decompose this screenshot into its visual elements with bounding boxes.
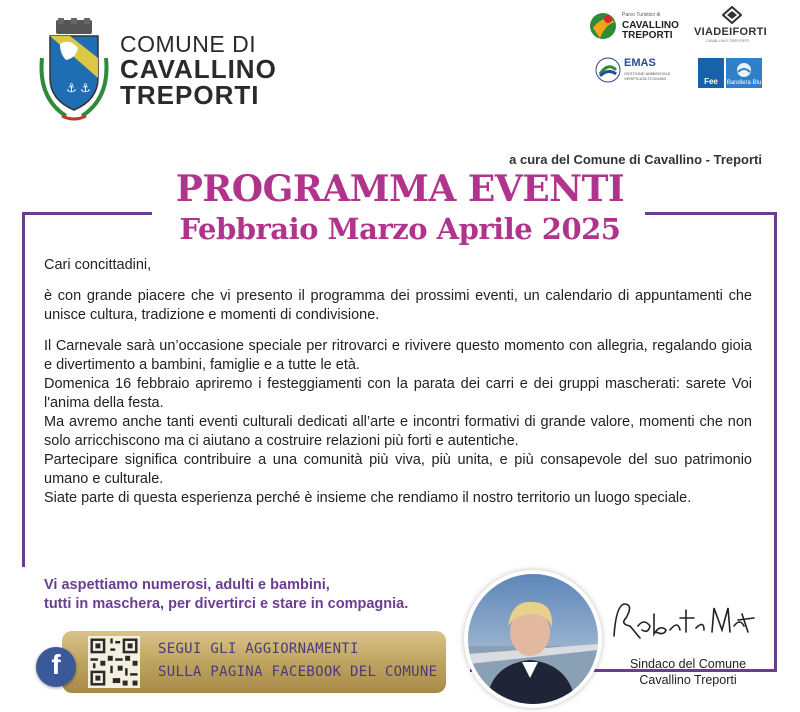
parco-small-text: Parco Turistico di bbox=[622, 12, 661, 18]
parco-line-2: TREPORTI bbox=[622, 30, 673, 41]
comune-line-3: TREPORTI bbox=[120, 80, 260, 110]
a-cura-credit: a cura del Comune di Cavallino - Treporti bbox=[509, 152, 762, 167]
mayor-signature bbox=[608, 596, 758, 648]
frame-right-line bbox=[774, 212, 777, 672]
page-title: PROGRAMMA EVENTI bbox=[175, 168, 625, 210]
svg-text:⚓: ⚓ bbox=[66, 81, 77, 95]
bandiera-blu-logo bbox=[726, 58, 762, 88]
letter-paragraph-5: Partecipare significa contribuire a una comunità più viva, più unita, e più consapevole del suo patrimonio umano e culturale. bbox=[44, 452, 752, 487]
letter-paragraph-2: Il Carnevale sarà un’occasione speciale per ritrovarci e rivivere questo momento con allegria, regalando gioia e divertimento a bambini, famiglie e a tutte le età. bbox=[44, 338, 752, 373]
facebook-cta-line-2: SULLA PAGINA FACEBOOK DEL COMUNE bbox=[158, 664, 438, 680]
qr-code-icon[interactable] bbox=[88, 636, 140, 688]
comune-line-1: COMUNE DI bbox=[120, 31, 257, 57]
mayor-letter bbox=[44, 256, 752, 508]
mayor-title bbox=[608, 656, 768, 688]
emas-subtext: GESTIONE AMBIENTALE VERIFICATA IT-001083 bbox=[624, 71, 671, 81]
facebook-icon[interactable] bbox=[36, 647, 76, 687]
invitation-text bbox=[44, 576, 474, 614]
page-subtitle: Febbraio Marzo Aprile 2025 bbox=[179, 212, 621, 246]
mayor-role-line-1: Sindaco del Comune bbox=[629, 657, 747, 671]
letter-paragraph-1: è con grande piacere che vi presento il programma dei prossimi eventi, un calendario di appuntamenti che unisce cultura, tradizione e momenti di condivisione. bbox=[44, 288, 752, 323]
forti-icon bbox=[722, 6, 742, 24]
mayor-role-line-2: Cavallino Treporti bbox=[639, 673, 737, 687]
parco-turistico-logo bbox=[588, 8, 688, 44]
emas-logo bbox=[594, 54, 674, 88]
letter-paragraph-6: Siate parte di questa esperienza perché è insieme che rendiamo il nostro territorio un luogo speciale. bbox=[44, 490, 692, 506]
mayor-photo bbox=[468, 574, 598, 704]
emas-text: EMAS bbox=[624, 57, 656, 69]
facebook-icon-letter: f bbox=[51, 649, 61, 680]
fee-text: Fee bbox=[704, 77, 718, 86]
facebook-cta-line-1: SEGUI GLI AGGIORNAMENTI bbox=[158, 641, 359, 657]
invitation-line-1: Vi aspettiamo numerosi, adulti e bambini, bbox=[44, 577, 330, 593]
via-dei-forti-text: VIADEIFORTI bbox=[694, 26, 767, 38]
bandiera-blu-text: Bandiera Blu bbox=[726, 80, 762, 86]
letter-paragraph-4: Ma avremo anche tanti eventi culturali dedicati all’arte e incontri formativi di grande valore, momenti che non solo arricchiscono ma ci aiutano a costruire relazioni più forti e autentiche. bbox=[44, 414, 752, 449]
parco-icon bbox=[588, 10, 618, 42]
emas-icon bbox=[594, 56, 622, 84]
fee-logo bbox=[698, 58, 724, 88]
via-dei-forti-subtext: CAVALLINO-TREPORTI bbox=[706, 38, 750, 43]
facebook-banner[interactable] bbox=[62, 631, 446, 693]
coat-of-arms-logo bbox=[36, 18, 112, 122]
invitation-line-2: tutti in maschera, per divertirci e stare in compagnia. bbox=[44, 596, 409, 612]
comune-wordmark bbox=[120, 32, 277, 108]
letter-greeting: Cari concittadini, bbox=[44, 257, 152, 273]
letter-paragraph-3: Domenica 16 febbraio apriremo i festeggiamenti con la parata dei carri e dei gruppi mascherati: sarete Voi l'anima della festa. bbox=[44, 376, 752, 411]
frame-left-line bbox=[22, 212, 25, 567]
flag-icon bbox=[726, 60, 762, 80]
parco-line-1: CAVALLINO bbox=[622, 20, 679, 31]
svg-text:⚓: ⚓ bbox=[80, 81, 91, 95]
via-dei-forti-logo bbox=[694, 6, 774, 42]
comune-line-2: CAVALLINO bbox=[120, 54, 277, 84]
